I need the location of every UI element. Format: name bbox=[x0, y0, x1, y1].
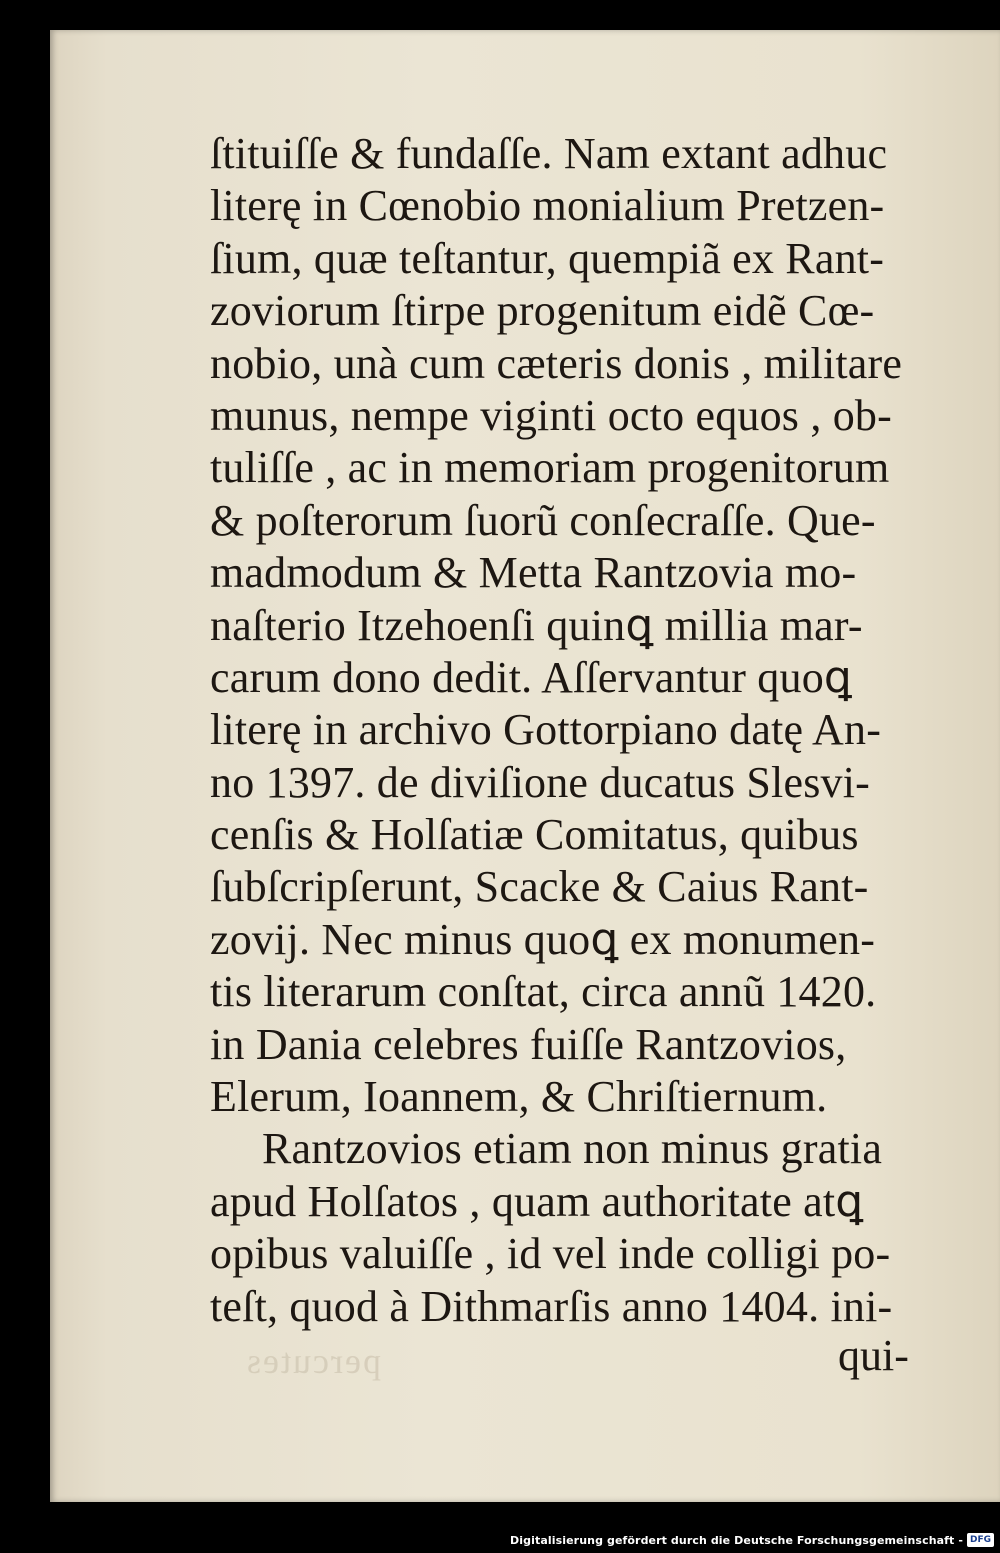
text-line: literę in archivo Gottorpiano datę An- bbox=[210, 705, 882, 755]
text-line: apud Holſatos , quam authoritate atꝗ bbox=[210, 1176, 864, 1226]
text-line: Elerum, Ioannem, & Chriſtiernum. bbox=[210, 1072, 828, 1122]
text-line: naſterio Itzehoenſi quinꝗ millia mar- bbox=[210, 600, 863, 650]
text-line: tis literarum conſtat, circa annũ 1420. bbox=[210, 967, 877, 1017]
text-line: teſt, quod à Dithmarſis anno 1404. ini- bbox=[210, 1281, 893, 1331]
text-line: ſubſcripſerunt, Scacke & Caius Rant- bbox=[210, 862, 869, 912]
text-line: nobio, unà cum cæteris donis , militare bbox=[210, 338, 903, 388]
text-line: literę in Cœnobio monialium Pretzen- bbox=[210, 181, 885, 231]
bleed-through-text: percutes bbox=[245, 1341, 381, 1381]
text-line: cenſis & Holſatiæ Comitatus, quibus bbox=[210, 810, 859, 860]
text-line: ſtituiſſe & fundaſſe. Nam extant adhuc bbox=[210, 129, 888, 178]
text-line: tuliſſe , ac in memoriam progenitorum bbox=[210, 443, 890, 493]
book-page bbox=[50, 30, 1000, 1502]
footer-credit: Digitalisierung gefördert durch die Deutsche Forschungsgemeinschaft - bbox=[510, 1533, 963, 1547]
text-line: zovij. Nec minus quoꝗ ex monumen- bbox=[210, 914, 876, 964]
footer-bar bbox=[510, 1532, 994, 1548]
dfg-logo-icon: DFG bbox=[967, 1533, 994, 1547]
text-line: ſium, quæ teſtantur, quempiã ex Rant- bbox=[210, 233, 885, 283]
text-line: Rantzovios etiam non minus gratia bbox=[262, 1124, 883, 1174]
text-line: madmodum & Metta Rantzovia mo- bbox=[210, 548, 857, 598]
text-line: carum dono dedit. Aſſervantur quoꝗ bbox=[210, 652, 853, 702]
text-line: munus, nempe viginti octo equos , ob- bbox=[210, 390, 892, 440]
text-line: & poſterorum ſuorũ conſecraſſe. Que- bbox=[210, 495, 876, 545]
catchword: qui- bbox=[838, 1331, 909, 1380]
text-line: no 1397. de diviſione ducatus Slesvi- bbox=[210, 757, 870, 807]
text-block bbox=[210, 128, 970, 1333]
text-line: opibus valuiſſe , id vel inde colligi po- bbox=[210, 1229, 891, 1279]
text-line: zoviorum ſtirpe progenitum eidẽ Cœ- bbox=[210, 286, 875, 336]
text-line: in Dania celebres fuiſſe Rantzovios, bbox=[210, 1019, 847, 1069]
